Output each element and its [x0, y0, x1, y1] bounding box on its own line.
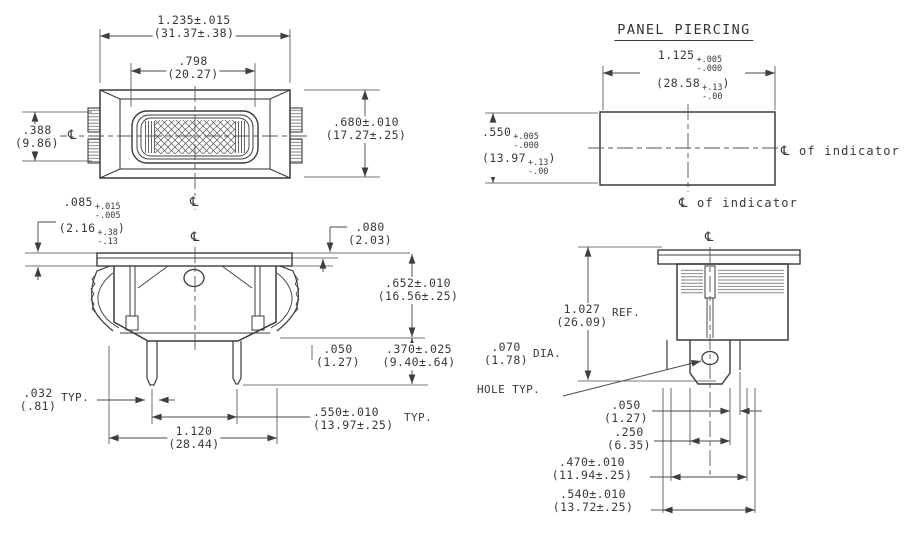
panel-centerline-right: ℄ of indicator — [781, 140, 900, 159]
dim-panel-height: .550 +.005 -.000 (13.97 +.13 -.00 ) — [482, 125, 556, 178]
dim-front-terminal-span: .388 (9.86) — [15, 123, 59, 151]
dim-panel-width-in: 1.125 +.005 -.000 — [657, 48, 723, 75]
dim-end-tab-width: .470±.010 (11.94±.25) — [551, 455, 633, 483]
terminal-thickness-typ-suffix: TYP. — [61, 391, 90, 404]
front-left-centerline-symbol: ℄ — [68, 128, 77, 143]
dim-side-clip-span: 1.120 (28.44) — [168, 424, 220, 452]
dim-end-tab-span: .540±.010 (13.72±.25) — [552, 487, 634, 515]
dim-side-terminal-spacing: .550±.010 (13.97±.25) — [313, 405, 394, 433]
end-view-body — [658, 250, 800, 384]
dim-side-body-depth: .652±.010 (16.56±.25) — [377, 276, 459, 304]
dim-end-terminal-width: .250 (6.35) — [607, 425, 651, 453]
dim-side-terminal-thickness: .032 (.81) — [19, 386, 57, 414]
end-centerline-symbol: ℄ — [705, 230, 714, 245]
panel-piercing-title: PANEL PIERCING — [614, 22, 753, 41]
side-centerline-symbol: ℄ — [191, 230, 200, 245]
front-view-dimensions — [22, 29, 380, 177]
panel-centerline-bottom: ℄ of indicator — [679, 192, 798, 211]
side-terminal-pins — [147, 341, 241, 385]
dim-end-terminal-offset: .050 (1.27) — [604, 398, 648, 426]
dim-end-overall-height: 1.027 (26.09) — [556, 302, 608, 330]
dim-side-lip-thickness: .050 (1.27) — [316, 342, 360, 370]
dim-panel-width-mm: (28.58 +.13 -.00 ) — [656, 76, 730, 103]
hole-typ-label: HOLE TYP. — [477, 383, 541, 396]
panel-piercing-centerlines — [588, 104, 782, 198]
panel-piercing-outline — [600, 112, 775, 185]
dim-end-hole-dia: .070 (1.78) — [484, 340, 528, 368]
dim-side-terminal-length: .370±.025 (9.40±.64) — [382, 342, 456, 370]
dim-front-overall-width: 1.235±.015 (31.37±.38) — [153, 13, 235, 41]
overall-height-ref-suffix: REF. — [612, 306, 641, 319]
dim-side-bezel-height: .080 (2.03) — [348, 220, 392, 248]
dim-front-lens-width: .798 (20.27) — [167, 54, 219, 82]
front-centerline-symbol: ℄ — [190, 195, 199, 210]
dim-side-flange-thickness: .085 +.015 -.005 (2.16 +.38 -.13 ) — [58, 195, 126, 248]
hole-dia-suffix: DIA. — [533, 347, 562, 360]
terminal-spacing-typ-suffix: TYP. — [404, 411, 433, 424]
dim-front-height: .680±.010 (17.27±.25) — [325, 115, 407, 143]
